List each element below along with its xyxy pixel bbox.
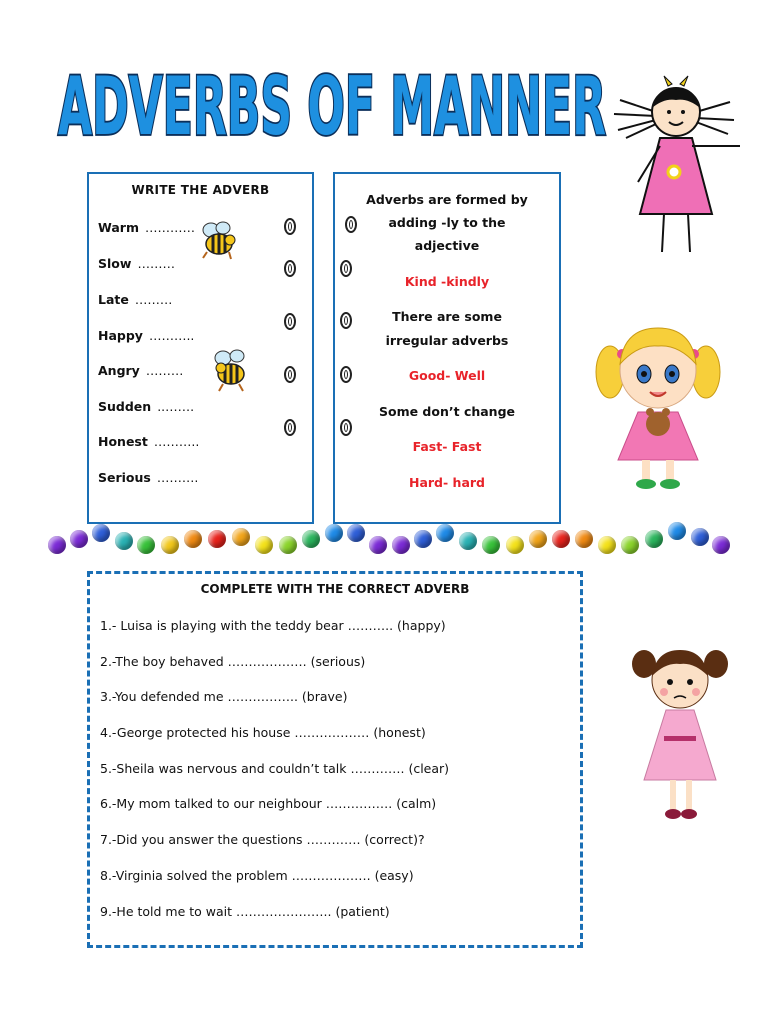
example-text: Fast- Fast <box>412 439 482 454</box>
dot-decoration <box>325 524 343 542</box>
rule-text: irregular adverbs <box>385 333 509 348</box>
dot-decoration <box>369 536 387 554</box>
exercise-sentence: 9.-He told me to wait ………………….. (patient) <box>100 904 390 919</box>
exercise-sentence: 3.-You defended me …………….. (brave) <box>100 689 348 704</box>
exercise-sentence: 4.-George protected his house ……………… (honest) <box>100 725 426 740</box>
dot-decoration <box>506 536 524 554</box>
dot-decoration <box>70 530 88 548</box>
word-item <box>98 256 175 271</box>
dot-decoration <box>232 528 250 546</box>
dot-decoration <box>529 530 547 548</box>
dot-decoration <box>436 524 454 542</box>
title-text: ADVERBS OF MANNER <box>58 60 607 148</box>
word-label: Honest <box>98 434 148 449</box>
word-item <box>98 363 183 378</box>
example-text: Kind -kindly <box>404 274 490 289</box>
exercise-sentence: 6.-My mom talked to our neighbour ……………. (calm) <box>100 796 437 811</box>
bee-icon <box>197 218 241 262</box>
dot-decoration <box>552 530 570 548</box>
dot-decoration <box>482 536 500 554</box>
dot-decoration <box>459 532 477 550</box>
rule-text: adjective <box>414 238 480 253</box>
word-label: Angry <box>98 363 140 378</box>
dot-decoration <box>184 530 202 548</box>
girl-pink-dress-illustration <box>612 72 747 262</box>
decorative-dots-row <box>40 520 740 560</box>
answer-blank: ……… <box>137 256 175 271</box>
dot-decoration <box>255 536 273 554</box>
ring-icon <box>284 260 296 277</box>
bee-icon <box>209 346 253 394</box>
answer-blank: ..……. <box>157 399 195 414</box>
answer-blank: ……… <box>134 292 173 307</box>
dot-decoration <box>414 530 432 548</box>
word-item <box>98 399 194 414</box>
rule-text: Adverbs are formed by <box>366 192 528 207</box>
exercise-sentence: 1.- Luisa is playing with the teddy bear ……….. (happy) <box>100 618 446 633</box>
ring-icon <box>284 366 296 383</box>
word-item <box>98 220 195 235</box>
dot-decoration <box>645 530 663 548</box>
answer-blank: ……….. <box>148 328 195 343</box>
word-item <box>98 434 199 449</box>
brown-haired-girl-illustration <box>630 640 730 825</box>
ring-icon <box>284 313 296 330</box>
word-label: Serious <box>98 470 151 485</box>
dot-decoration <box>279 536 297 554</box>
dot-decoration <box>598 536 616 554</box>
ring-icon <box>284 419 296 436</box>
dot-decoration <box>392 536 410 554</box>
dot-decoration <box>161 536 179 554</box>
rule-text: There are some <box>392 309 502 324</box>
dot-decoration <box>302 530 320 548</box>
title-graphic <box>52 58 612 148</box>
blonde-girl-teddy-illustration <box>594 320 724 490</box>
exercise-sentence: 7.-Did you answer the questions …………. (correct)? <box>100 832 425 847</box>
dot-decoration <box>621 536 639 554</box>
rule-text: adding -ly to the <box>388 215 506 230</box>
word-label: Happy <box>98 328 143 343</box>
word-label: Late <box>98 292 129 307</box>
answer-blank: ………. <box>156 470 199 485</box>
adverb-rules-box <box>333 172 561 524</box>
answer-blank: ……… <box>145 363 184 378</box>
exercise-sentence: 2.-The boy behaved ………………. (serious) <box>100 654 366 669</box>
word-item <box>98 292 172 307</box>
exercise-heading: COMPLETE WITH THE CORRECT ADVERB <box>200 582 470 596</box>
write-box-heading: WRITE THE ADVERB <box>131 183 270 197</box>
exercise-sentence: 5.-Sheila was nervous and couldn’t talk …………. (clear) <box>100 761 450 776</box>
worksheet-title <box>52 58 612 148</box>
word-label: Warm <box>98 220 139 235</box>
dot-decoration <box>137 536 155 554</box>
example-text: Good- Well <box>408 368 486 383</box>
dot-decoration <box>712 536 730 554</box>
dot-decoration <box>48 536 66 554</box>
dot-decoration <box>668 522 686 540</box>
word-item <box>98 328 194 343</box>
dot-decoration <box>115 532 133 550</box>
ring-icon <box>284 218 296 235</box>
word-item <box>98 470 198 485</box>
dot-decoration <box>691 528 709 546</box>
dot-decoration <box>208 530 226 548</box>
dot-decoration <box>575 530 593 548</box>
word-label: Slow <box>98 256 132 271</box>
dot-decoration <box>347 524 365 542</box>
answer-blank: ………… <box>144 220 195 235</box>
complete-exercise-box <box>87 571 583 948</box>
rule-text: Some don’t change <box>378 404 516 419</box>
dot-decoration <box>92 524 110 542</box>
word-label: Sudden <box>98 399 152 414</box>
exercise-sentence: 8.-Virginia solved the problem ………………. (easy) <box>100 868 414 883</box>
example-text: Hard- hard <box>409 475 485 490</box>
answer-blank: ……….. <box>153 434 200 449</box>
write-the-adverb-box <box>87 172 314 524</box>
